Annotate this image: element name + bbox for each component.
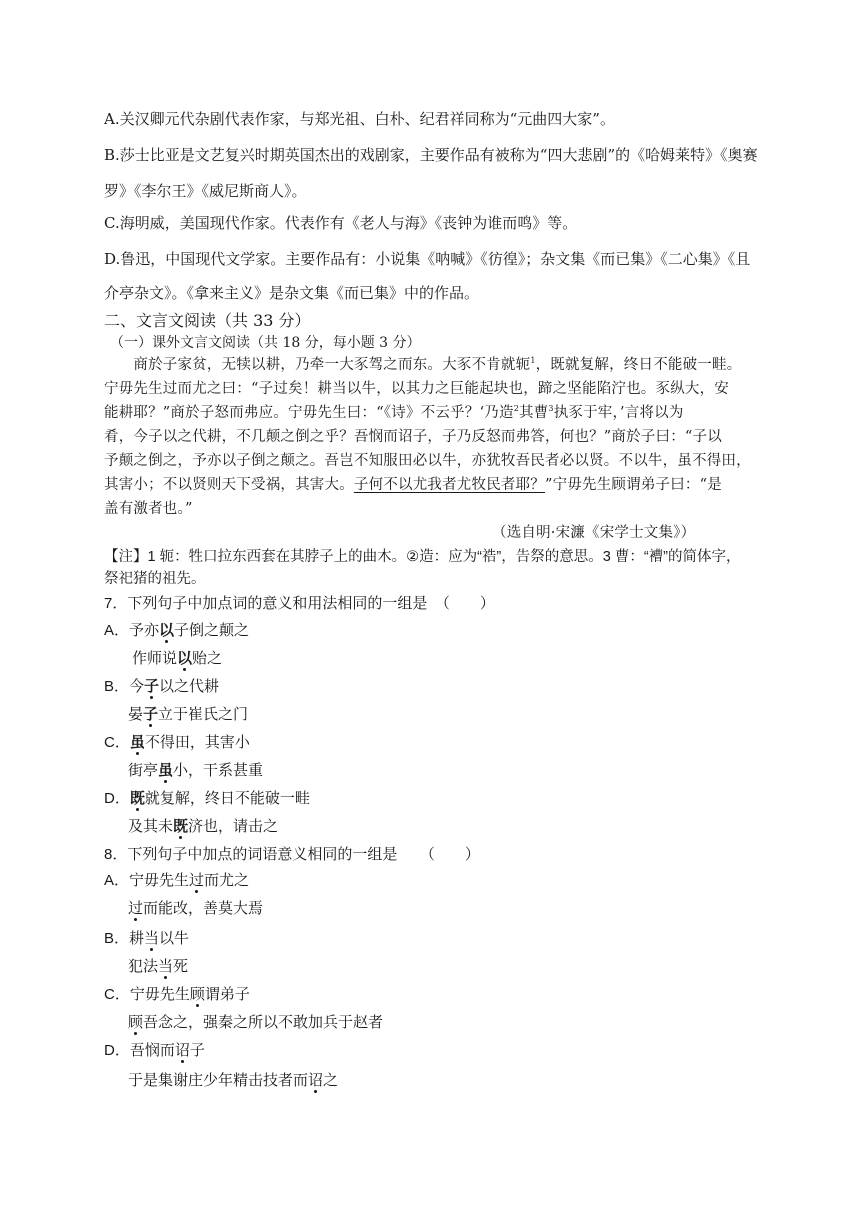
- note-line-2: 祭祀猪的祖先。: [104, 571, 206, 587]
- q8-option-d-line1: D．吾悯而诏子: [104, 1042, 205, 1059]
- q7-option-b-line2: 晏子立于崔氏之门: [128, 706, 249, 723]
- q8-option-a-line1: A．宁毋先生过而尤之: [104, 872, 250, 889]
- passage-source: （选自明·宋濂《宋学士文集》）: [492, 525, 696, 541]
- q8-option-a-line2: 过而能改，善莫大焉: [128, 900, 264, 917]
- underlined-sentence: 子何不以尤我者尤牧民者耶？: [353, 477, 546, 493]
- passage-line-4: 肴，今子以之代耕，不几颠之倒之乎？吾悯而诏子，子乃反怒而弗答，何也？”商於子曰：“子以: [104, 429, 722, 445]
- q8-option-d-line2: 于是集谢庄少年精击技者而诏之: [128, 1072, 339, 1089]
- question-8-stem: 8．下列句子中加点的词语意义相同的一组是 （ ）: [104, 846, 480, 863]
- section-title: 二、文言文阅读（共 33 分）: [104, 311, 311, 330]
- passage-line-5: 予颠之倒之，予亦以子倒之颠之。吾岂不知服田必以牛，亦犹牧吾民者必以贤。不以牛，虽不得田，: [104, 453, 751, 469]
- passage-line-2: 宁毋先生过而尤之曰：“子过矣！耕当以牛，以其力之巨能起块也，蹄之坚能陷泞也。豕纵大，安: [104, 381, 730, 397]
- q8-option-b-line1: B．耕当以牛: [104, 930, 190, 947]
- q7-option-d-line2: 及其未既济也，请击之: [128, 818, 279, 835]
- option-b-text-line1: B.莎士比亚是文艺复兴时期英国杰出的戏剧家，主要作品有被称为“四大悲剧”的《哈姆莱特》《奥赛: [104, 146, 758, 164]
- option-d-text-line2: 介亭杂文》。《拿来主义》是杂文集《而已集》中的作品。: [104, 284, 480, 302]
- passage-line-3: 能耕耶？”商於子怒而弗应。宁毋先生曰：“《诗》不云乎？‘乃造$^2$其曹$^3$执豕于牢，’言将以为: [104, 404, 684, 421]
- q7-option-d-line1: D．既就复解，终日不能破一畦: [104, 790, 310, 807]
- q7-option-b-line1: B．今子以之代耕: [104, 678, 220, 695]
- q7-option-c-line1: C．虽不得田，其害小: [104, 734, 250, 751]
- q7-option-c-line2: 街亭虽小，干系甚重: [128, 762, 264, 779]
- q8-option-b-line2: 犯法当死: [128, 958, 189, 975]
- option-a-text: A.关汉卿元代杂剧代表作家，与郑光祖、白朴、纪君祥同称为“元曲四大家”。: [104, 110, 615, 128]
- q8-option-c-line2: 顾吾念之，强秦之所以不敢加兵于赵者: [128, 1014, 384, 1031]
- question-7-stem: 7．下列句子中加点词的意义和用法相同的一组是 （ ）: [104, 595, 495, 612]
- passage-line-1: 商於子家贫，无犊以耕，乃牵一大豕驾之而东。大豕不肯就轭$^1$，既就复解，终日不能破一畦。: [104, 356, 742, 373]
- option-d-text-line1: D.鲁迅，中国现代文学家。主要作品有：小说集《呐喊》《彷徨》；杂文集《而已集》《二心集》《且: [104, 250, 751, 268]
- q7-option-a-line2: 作师说以贻之: [132, 650, 223, 667]
- passage-line-6: 其害小；不以贤则天下受祸，其害大。子何不以尤我者尤牧民者耶？”宁毋先生顾谓弟子曰：“是: [104, 477, 722, 493]
- note-line-1: 【注】1 轭：牲口拉东西套在其脖子上的曲木。②造：应为“祰”，告祭的意思。3 曹：“褿”的简体字，: [104, 549, 741, 565]
- option-b-text-line2: 罗》《李尔王》《威尼斯商人》。: [104, 182, 307, 200]
- q8-option-c-line1: C．宁毋先生顾谓弟子: [104, 986, 250, 1003]
- passage-line-7: 盖有激者也。”: [104, 501, 193, 517]
- subsection-title: （一）课外文言文阅读（共 18 分，每小题 3 分）: [110, 335, 421, 351]
- q7-option-a-line1: A．予亦以子倒之颠之: [104, 622, 250, 639]
- option-c-text: C.海明威，美国现代作家。代表作有《老人与海》《丧钟为谁而鸣》等。: [104, 214, 578, 232]
